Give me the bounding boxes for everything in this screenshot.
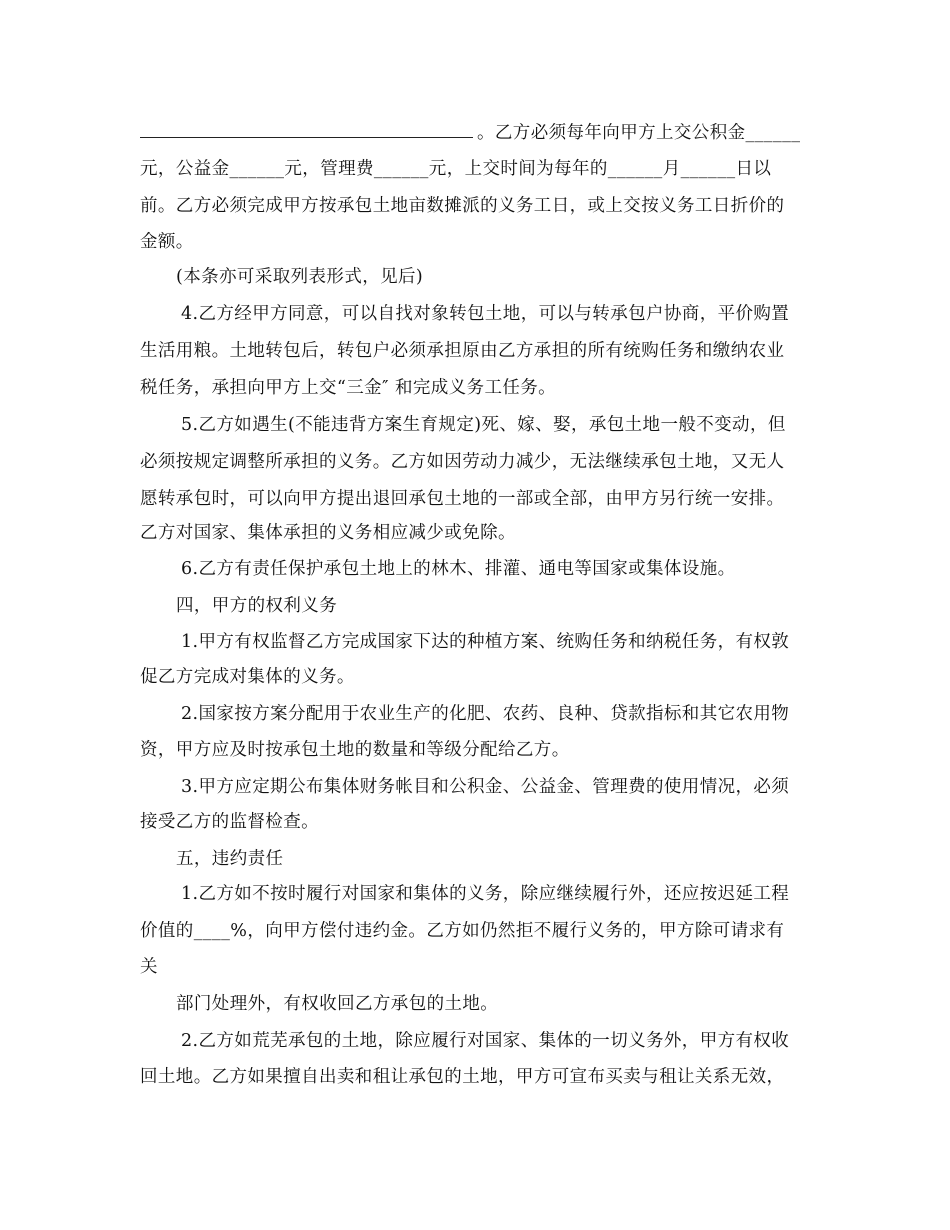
text-line bbox=[140, 121, 800, 144]
text-line: 金额。 bbox=[140, 232, 194, 252]
fill-blank bbox=[140, 121, 473, 138]
text-line: 部门处理外，有权收回乙方承包的土地。 bbox=[176, 994, 499, 1014]
text-line: 6.乙方有责任保护承包土地上的林木、排灌、通电等国家或集体设施。 bbox=[181, 559, 736, 579]
text-line: 回土地。乙方如果擅自出卖和租让承包的土地，甲方可宣布买卖与租让关系无效， bbox=[140, 1067, 785, 1087]
text-line: 接受乙方的监督检查。 bbox=[140, 812, 319, 832]
text-line: 4.乙方经甲方同意，可以自找对象转包土地，可以与转承包户协商，平价购置 bbox=[181, 304, 790, 324]
text-line: 1.乙方如不按时履行对国家和集体的义务，除应继续履行外，还应按迟延工程 bbox=[181, 884, 790, 904]
text-line: 税任务，承担向甲方上交“三金″ 和完成义务工任务。 bbox=[140, 378, 557, 398]
text-line: 关 bbox=[140, 957, 158, 977]
text-line: 5.乙方如遇生(不能违背方案生育规定)死、嫁、娶，承包土地一般不变动，但 bbox=[181, 415, 786, 435]
text-line: 必须按规定调整所承担的义务。乙方如因劳动力减少，无法继续承包土地，又无人 bbox=[140, 452, 785, 472]
text-line: 生活用粮。土地转包后，转包户必须承担原由乙方承担的所有统购任务和缴纳农业 bbox=[140, 341, 785, 361]
text-line: 前。乙方必须完成甲方按承包土地亩数摊派的义务工日，或上交按义务工日折价的 bbox=[140, 196, 785, 216]
text-line: 2.乙方如荒芜承包的土地，除应履行对国家、集体的一切义务外，甲方有权收 bbox=[181, 1031, 790, 1051]
section-heading: 四，甲方的权利义务 bbox=[176, 596, 338, 616]
text-line: (本条亦可采取列表形式，见后) bbox=[176, 267, 424, 287]
text-line: 愿转承包时，可以向甲方提出退回承包土地的一部或全部，由甲方另行统一安排。 bbox=[140, 489, 785, 509]
line-text: 。乙方必须每年向甲方上交公积金______ bbox=[477, 123, 801, 143]
text-line: 促乙方完成对集体的义务。 bbox=[140, 667, 355, 687]
text-line: 2.国家按方案分配用于农业生产的化肥、农药、良种、贷款指标和其它农用物 bbox=[181, 704, 790, 724]
text-line: 价值的____%，向甲方偿付违约金。乙方如仍然拒不履行义务的，甲方除可请求有 bbox=[140, 921, 785, 941]
text-line: 3.甲方应定期公布集体财务帐目和公积金、公益金、管理费的使用情况，必须 bbox=[181, 777, 790, 797]
text-line: 资，甲方应及时按承包土地的数量和等级分配给乙方。 bbox=[140, 740, 570, 760]
text-line: 元，公益金______元，管理费______元，上交时间为每年的______月______日以 bbox=[140, 159, 772, 179]
text-line: 乙方对国家、集体承担的义务相应减少或免除。 bbox=[140, 523, 516, 543]
text-line: 1.甲方有权监督乙方完成国家下达的种植方案、统购任务和纳税任务，有权敦 bbox=[181, 632, 790, 652]
section-heading: 五，违约责任 bbox=[176, 849, 284, 869]
